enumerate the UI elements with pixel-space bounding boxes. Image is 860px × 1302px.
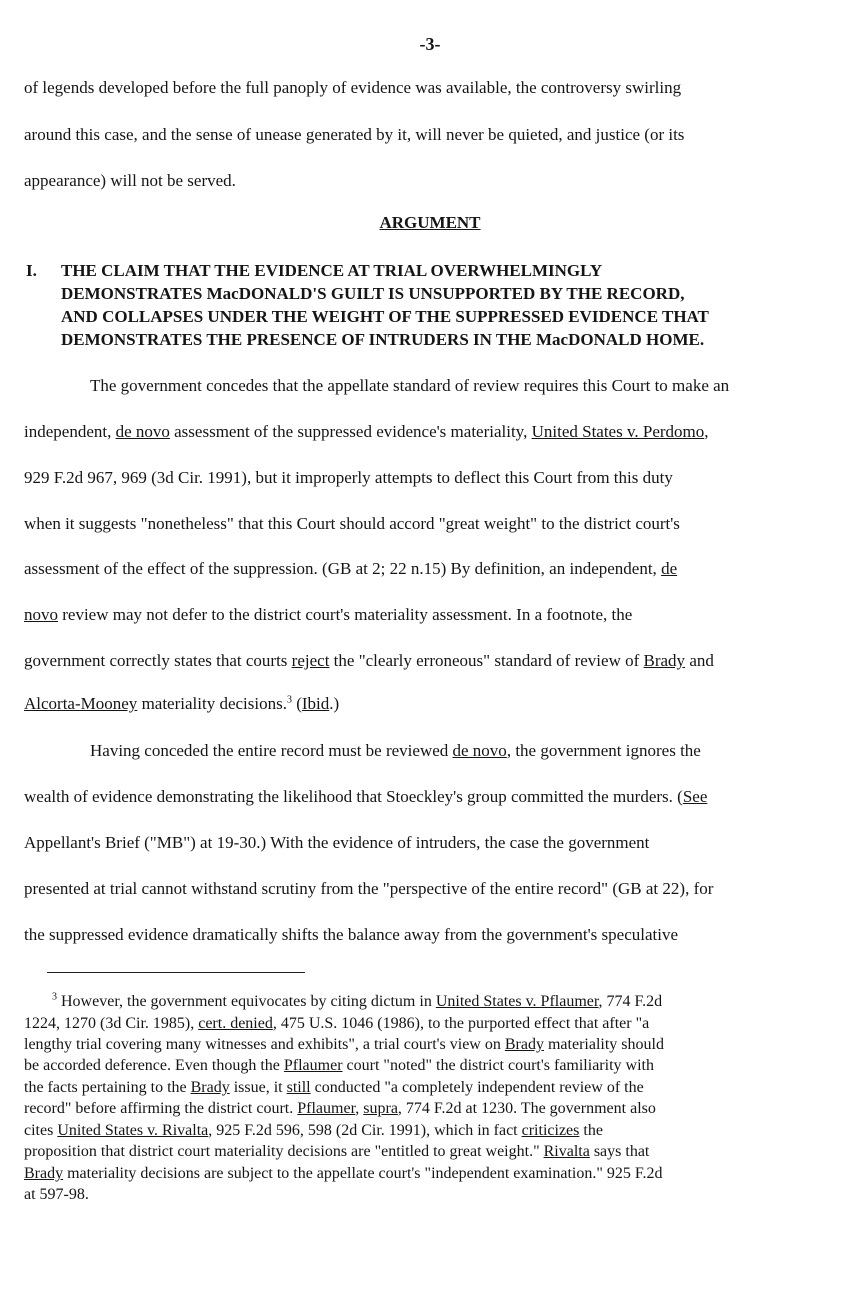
text-line: when it suggests "nonetheless" that this Court should accord "great weight" to the district court's <box>24 514 680 533</box>
citation-pflaumer: Pflaumer <box>297 1100 356 1117</box>
text-run: materiality should <box>543 1036 664 1053</box>
text-line <box>24 787 707 807</box>
text-run: , 774 F.2d <box>598 993 663 1010</box>
footnote-line <box>24 1014 649 1033</box>
citation-alcorta-mooney: Alcorta-Mooney <box>24 694 138 713</box>
text-run: However, the government equivocates by citing dictum in <box>57 993 436 1010</box>
text-run: , <box>355 1100 364 1117</box>
section-heading-line: THE CLAIM THAT THE EVIDENCE AT TRIAL OVERWHELMINGLY <box>61 261 603 280</box>
text-line <box>90 741 701 761</box>
citation-rivalta: Rivalta <box>543 1143 590 1160</box>
text-run: materiality decisions are subject to the appellate court's "independent examination." 925 F.2d <box>63 1165 663 1182</box>
text-run: 1224, 1270 (3d Cir. 1985), <box>24 1015 199 1032</box>
footnote-line: at 597-98. <box>24 1186 89 1203</box>
text-run: government correctly states that courts <box>24 651 292 670</box>
footnote-marker: 3 <box>52 991 57 1003</box>
text-run: issue, it <box>229 1079 287 1096</box>
text-run: proposition that district court materiality decisions are "entitled to great weight." <box>24 1143 544 1160</box>
text-run: review may not defer to the district court's materiality assessment. In a footnote, the <box>58 605 633 624</box>
footnote-line <box>52 992 662 1011</box>
text-run: , 925 F.2d 596, 598 (2d Cir. 1991), which in fact <box>208 1122 522 1139</box>
text-line: Appellant's Brief ("MB") at 19-30.) With the evidence of intruders, the case the government <box>24 833 650 852</box>
text-line: around this case, and the sense of unease generated by it, will never be quieted, and justice (or its <box>24 125 685 144</box>
text-run: says that <box>589 1143 650 1160</box>
text-line: presented at trial cannot withstand scrutiny from the "perspective of the entire record" (GB at 22), for <box>24 879 714 898</box>
citation-pflaumer: Pflaumer <box>283 1057 343 1074</box>
footnote-separator <box>47 972 305 973</box>
footnote-line <box>24 1142 649 1161</box>
emphasis-reject: reject <box>291 651 330 670</box>
citation-brady: Brady <box>190 1079 230 1096</box>
citation-de-novo: de novo <box>452 741 507 760</box>
section-heading-line: DEMONSTRATES THE PRESENCE OF INTRUDERS IN THE MacDONALD HOME. <box>61 330 705 349</box>
citation-cert-denied: cert. denied <box>198 1015 273 1032</box>
text-run: .) <box>329 694 340 713</box>
text-run: independent, <box>24 422 116 441</box>
citation-de-novo: de novo <box>115 422 170 441</box>
text-line <box>24 559 677 579</box>
text-run: conducted "a completely independent review of the <box>310 1079 644 1096</box>
footnote-line <box>24 1056 654 1075</box>
text-line: The government concedes that the appellate standard of review requires this Court to make an <box>90 376 730 395</box>
citation-brady: Brady <box>504 1036 544 1053</box>
text-run: the facts pertaining to the <box>24 1079 191 1096</box>
citation-supra: supra <box>363 1100 398 1117</box>
text-run: court "noted" the district court's familiarity with <box>342 1057 654 1074</box>
citation-de: de <box>661 559 678 578</box>
text-run: be accorded deference. Even though the <box>24 1057 284 1074</box>
citation-novo: novo <box>24 605 58 624</box>
text-line: appearance) will not be served. <box>24 171 236 190</box>
emphasis-still: still <box>286 1079 311 1096</box>
footnote-line <box>24 1099 656 1118</box>
text-run: ( <box>291 694 302 713</box>
text-line <box>24 422 709 442</box>
section-heading-line: AND COLLAPSES UNDER THE WEIGHT OF THE SUPPRESSED EVIDENCE THAT <box>61 307 709 326</box>
citation-pflaumer: United States v. Pflaumer <box>435 993 599 1010</box>
citation-perdomo: United States v. Perdomo <box>531 422 705 441</box>
section-number: I. <box>26 261 37 280</box>
text-run: , 774 F.2d at 1230. The government also <box>397 1100 656 1117</box>
footnote-line <box>24 1035 664 1054</box>
text-run: wealth of evidence demonstrating the likelihood that Stoeckley's group committed the murders. ( <box>24 787 683 806</box>
citation-brady: Brady <box>24 1165 64 1182</box>
section-heading-line: DEMONSTRATES MacDONALD'S GUILT IS UNSUPPORTED BY THE RECORD, <box>61 284 685 303</box>
citation-ibid: Ibid <box>301 694 330 713</box>
citation-see: See <box>682 787 708 806</box>
citation-brady: Brady <box>643 651 686 670</box>
text-run: Having conceded the entire record must be reviewed <box>90 741 453 760</box>
text-run: assessment of the suppressed evidence's materiality, <box>169 422 532 441</box>
text-run: materiality decisions. <box>137 694 287 713</box>
text-run: and <box>685 651 714 670</box>
text-line: the suppressed evidence dramatically shifts the balance away from the government's speculative <box>24 925 679 944</box>
page-number: -3- <box>419 34 441 54</box>
citation-rivalta: United States v. Rivalta <box>57 1122 209 1139</box>
footnote-line <box>24 1078 644 1097</box>
text-line <box>24 694 339 714</box>
text-line: 929 F.2d 967, 969 (3d Cir. 1991), but it improperly attempts to deflect this Court from this duty <box>24 468 673 487</box>
text-run: , 475 U.S. 1046 (1986), to the purported effect that after "a <box>272 1015 650 1032</box>
footnote-reference: 3 <box>286 694 292 706</box>
text-run: the <box>579 1122 603 1139</box>
argument-heading: ARGUMENT <box>379 213 481 232</box>
text-run: , <box>704 422 709 441</box>
text-run: the "clearly erroneous" standard of review of <box>329 651 644 670</box>
footnote-line <box>24 1164 663 1183</box>
text-run: assessment of the effect of the suppression. (GB at 2; 22 n.15) By definition, an independent, <box>24 559 662 578</box>
text-line <box>24 651 714 671</box>
text-line: of legends developed before the full panoply of evidence was available, the controversy swirling <box>24 78 682 97</box>
emphasis-criticizes: criticizes <box>521 1122 580 1139</box>
text-run: lengthy trial covering many witnesses and exhibits", a trial court's view on <box>24 1036 505 1053</box>
text-run: record" before affirming the district court. <box>24 1100 298 1117</box>
text-run: cites <box>24 1122 58 1139</box>
text-run: , the government ignores the <box>506 741 701 760</box>
text-line <box>24 605 632 625</box>
footnote-line <box>24 1121 603 1140</box>
